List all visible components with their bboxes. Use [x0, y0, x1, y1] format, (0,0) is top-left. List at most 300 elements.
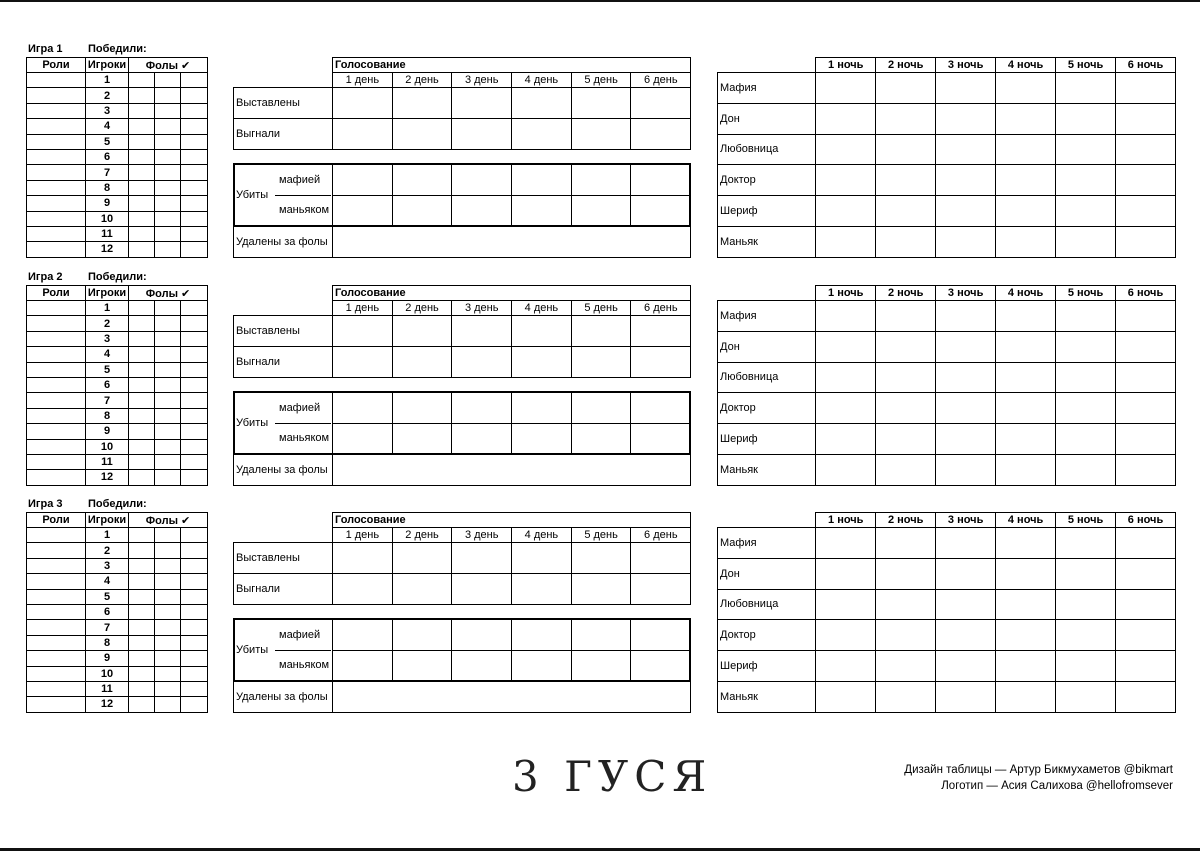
night-cell[interactable]: [816, 528, 876, 559]
foul-cell[interactable]: [129, 439, 155, 454]
night-cell[interactable]: [816, 134, 876, 165]
night-cell[interactable]: [816, 589, 876, 620]
night-cell[interactable]: [996, 454, 1056, 485]
foul-cell[interactable]: [181, 103, 208, 118]
foul-cell[interactable]: [155, 73, 181, 88]
vote-cell[interactable]: [571, 316, 631, 347]
foul-cell[interactable]: [155, 149, 181, 164]
night-cell[interactable]: [816, 454, 876, 485]
foul-cell[interactable]: [129, 211, 155, 226]
foul-cell[interactable]: [155, 454, 181, 469]
killed-maniac-cell[interactable]: [571, 424, 631, 455]
removed-fouls-cell[interactable]: [333, 227, 691, 258]
foul-cell[interactable]: [129, 149, 155, 164]
foul-cell[interactable]: [181, 439, 208, 454]
killed-maniac-cell[interactable]: [333, 424, 393, 455]
vote-cell[interactable]: [392, 88, 452, 119]
foul-cell[interactable]: [181, 347, 208, 362]
night-cell[interactable]: [996, 362, 1056, 393]
vote-cell[interactable]: [333, 347, 393, 378]
vote-cell[interactable]: [333, 574, 393, 605]
night-cell[interactable]: [996, 301, 1056, 332]
foul-cell[interactable]: [181, 362, 208, 377]
night-cell[interactable]: [996, 226, 1056, 257]
night-cell[interactable]: [876, 620, 936, 651]
foul-cell[interactable]: [155, 558, 181, 573]
night-cell[interactable]: [996, 103, 1056, 134]
foul-cell[interactable]: [155, 347, 181, 362]
role-cell[interactable]: [27, 226, 86, 241]
role-cell[interactable]: [27, 316, 86, 331]
foul-cell[interactable]: [181, 196, 208, 211]
vote-cell[interactable]: [333, 316, 393, 347]
vote-cell[interactable]: [512, 347, 572, 378]
killed-mafia-cell[interactable]: [333, 393, 393, 424]
night-cell[interactable]: [936, 651, 996, 682]
night-cell[interactable]: [1116, 331, 1176, 362]
killed-mafia-cell[interactable]: [392, 165, 452, 196]
foul-cell[interactable]: [155, 226, 181, 241]
foul-cell[interactable]: [155, 331, 181, 346]
vote-cell[interactable]: [571, 574, 631, 605]
foul-cell[interactable]: [181, 408, 208, 423]
night-cell[interactable]: [936, 589, 996, 620]
foul-cell[interactable]: [155, 697, 181, 712]
killed-mafia-cell[interactable]: [333, 620, 393, 651]
night-cell[interactable]: [876, 103, 936, 134]
foul-cell[interactable]: [129, 620, 155, 635]
foul-cell[interactable]: [155, 439, 181, 454]
foul-cell[interactable]: [181, 88, 208, 103]
night-cell[interactable]: [1056, 620, 1116, 651]
night-cell[interactable]: [936, 558, 996, 589]
role-cell[interactable]: [27, 362, 86, 377]
role-cell[interactable]: [27, 377, 86, 392]
role-cell[interactable]: [27, 651, 86, 666]
night-cell[interactable]: [1056, 651, 1116, 682]
foul-cell[interactable]: [181, 574, 208, 589]
night-cell[interactable]: [1116, 362, 1176, 393]
role-cell[interactable]: [27, 604, 86, 619]
night-cell[interactable]: [936, 424, 996, 455]
night-cell[interactable]: [1056, 226, 1116, 257]
night-cell[interactable]: [1116, 301, 1176, 332]
night-cell[interactable]: [996, 589, 1056, 620]
killed-mafia-cell[interactable]: [571, 620, 631, 651]
vote-cell[interactable]: [571, 119, 631, 150]
vote-cell[interactable]: [392, 543, 452, 574]
night-cell[interactable]: [1056, 331, 1116, 362]
killed-maniac-cell[interactable]: [452, 651, 512, 682]
night-cell[interactable]: [1116, 393, 1176, 424]
night-cell[interactable]: [876, 651, 936, 682]
foul-cell[interactable]: [155, 242, 181, 257]
night-cell[interactable]: [816, 362, 876, 393]
night-cell[interactable]: [1116, 558, 1176, 589]
vote-cell[interactable]: [571, 543, 631, 574]
foul-cell[interactable]: [129, 103, 155, 118]
killed-maniac-cell[interactable]: [333, 196, 393, 227]
night-cell[interactable]: [996, 73, 1056, 104]
night-cell[interactable]: [1056, 681, 1116, 712]
foul-cell[interactable]: [155, 620, 181, 635]
killed-maniac-cell[interactable]: [631, 196, 691, 227]
night-cell[interactable]: [1056, 196, 1116, 227]
foul-cell[interactable]: [129, 331, 155, 346]
vote-cell[interactable]: [333, 119, 393, 150]
night-cell[interactable]: [1116, 103, 1176, 134]
killed-maniac-cell[interactable]: [452, 424, 512, 455]
killed-maniac-cell[interactable]: [392, 424, 452, 455]
foul-cell[interactable]: [155, 393, 181, 408]
killed-mafia-cell[interactable]: [571, 393, 631, 424]
killed-mafia-cell[interactable]: [392, 620, 452, 651]
foul-cell[interactable]: [129, 558, 155, 573]
night-cell[interactable]: [816, 424, 876, 455]
night-cell[interactable]: [816, 165, 876, 196]
foul-cell[interactable]: [129, 119, 155, 134]
foul-cell[interactable]: [181, 620, 208, 635]
foul-cell[interactable]: [181, 651, 208, 666]
night-cell[interactable]: [816, 393, 876, 424]
killed-maniac-cell[interactable]: [512, 196, 572, 227]
night-cell[interactable]: [1116, 424, 1176, 455]
vote-cell[interactable]: [512, 316, 572, 347]
role-cell[interactable]: [27, 528, 86, 543]
night-cell[interactable]: [876, 454, 936, 485]
night-cell[interactable]: [996, 165, 1056, 196]
night-cell[interactable]: [996, 331, 1056, 362]
foul-cell[interactable]: [181, 377, 208, 392]
night-cell[interactable]: [996, 620, 1056, 651]
night-cell[interactable]: [1056, 103, 1116, 134]
killed-maniac-cell[interactable]: [512, 651, 572, 682]
vote-cell[interactable]: [392, 347, 452, 378]
foul-cell[interactable]: [129, 196, 155, 211]
vote-cell[interactable]: [512, 543, 572, 574]
night-cell[interactable]: [996, 681, 1056, 712]
role-cell[interactable]: [27, 180, 86, 195]
foul-cell[interactable]: [155, 666, 181, 681]
foul-cell[interactable]: [129, 88, 155, 103]
killed-mafia-cell[interactable]: [631, 620, 691, 651]
foul-cell[interactable]: [129, 681, 155, 696]
night-cell[interactable]: [1056, 362, 1116, 393]
role-cell[interactable]: [27, 470, 86, 485]
foul-cell[interactable]: [129, 393, 155, 408]
role-cell[interactable]: [27, 439, 86, 454]
night-cell[interactable]: [996, 196, 1056, 227]
role-cell[interactable]: [27, 331, 86, 346]
night-cell[interactable]: [936, 73, 996, 104]
night-cell[interactable]: [876, 424, 936, 455]
foul-cell[interactable]: [155, 180, 181, 195]
night-cell[interactable]: [1116, 134, 1176, 165]
foul-cell[interactable]: [181, 211, 208, 226]
killed-mafia-cell[interactable]: [333, 165, 393, 196]
foul-cell[interactable]: [155, 211, 181, 226]
killed-mafia-cell[interactable]: [512, 165, 572, 196]
night-cell[interactable]: [996, 651, 1056, 682]
night-cell[interactable]: [876, 589, 936, 620]
night-cell[interactable]: [876, 165, 936, 196]
killed-maniac-cell[interactable]: [631, 424, 691, 455]
night-cell[interactable]: [996, 134, 1056, 165]
vote-cell[interactable]: [512, 574, 572, 605]
night-cell[interactable]: [1056, 424, 1116, 455]
foul-cell[interactable]: [155, 651, 181, 666]
night-cell[interactable]: [936, 454, 996, 485]
night-cell[interactable]: [996, 393, 1056, 424]
killed-mafia-cell[interactable]: [571, 165, 631, 196]
night-cell[interactable]: [876, 528, 936, 559]
night-cell[interactable]: [1116, 528, 1176, 559]
killed-mafia-cell[interactable]: [631, 165, 691, 196]
night-cell[interactable]: [876, 393, 936, 424]
foul-cell[interactable]: [129, 408, 155, 423]
foul-cell[interactable]: [129, 697, 155, 712]
killed-maniac-cell[interactable]: [452, 196, 512, 227]
night-cell[interactable]: [1116, 681, 1176, 712]
foul-cell[interactable]: [155, 543, 181, 558]
foul-cell[interactable]: [181, 119, 208, 134]
foul-cell[interactable]: [129, 242, 155, 257]
vote-cell[interactable]: [631, 347, 691, 378]
role-cell[interactable]: [27, 196, 86, 211]
night-cell[interactable]: [996, 424, 1056, 455]
night-cell[interactable]: [816, 620, 876, 651]
vote-cell[interactable]: [631, 88, 691, 119]
night-cell[interactable]: [936, 301, 996, 332]
night-cell[interactable]: [996, 528, 1056, 559]
vote-cell[interactable]: [512, 119, 572, 150]
foul-cell[interactable]: [181, 528, 208, 543]
night-cell[interactable]: [1116, 196, 1176, 227]
night-cell[interactable]: [936, 196, 996, 227]
night-cell[interactable]: [1056, 558, 1116, 589]
night-cell[interactable]: [936, 528, 996, 559]
night-cell[interactable]: [936, 134, 996, 165]
night-cell[interactable]: [816, 301, 876, 332]
foul-cell[interactable]: [155, 408, 181, 423]
foul-cell[interactable]: [181, 635, 208, 650]
role-cell[interactable]: [27, 681, 86, 696]
night-cell[interactable]: [876, 362, 936, 393]
foul-cell[interactable]: [129, 180, 155, 195]
role-cell[interactable]: [27, 574, 86, 589]
killed-mafia-cell[interactable]: [452, 165, 512, 196]
role-cell[interactable]: [27, 347, 86, 362]
removed-fouls-cell[interactable]: [333, 682, 691, 713]
vote-cell[interactable]: [571, 88, 631, 119]
night-cell[interactable]: [1116, 73, 1176, 104]
night-cell[interactable]: [1056, 393, 1116, 424]
night-cell[interactable]: [1116, 620, 1176, 651]
night-cell[interactable]: [1116, 165, 1176, 196]
foul-cell[interactable]: [181, 666, 208, 681]
foul-cell[interactable]: [181, 604, 208, 619]
foul-cell[interactable]: [129, 316, 155, 331]
foul-cell[interactable]: [129, 666, 155, 681]
foul-cell[interactable]: [129, 73, 155, 88]
foul-cell[interactable]: [155, 681, 181, 696]
vote-cell[interactable]: [631, 574, 691, 605]
role-cell[interactable]: [27, 88, 86, 103]
foul-cell[interactable]: [181, 543, 208, 558]
foul-cell[interactable]: [181, 424, 208, 439]
foul-cell[interactable]: [155, 424, 181, 439]
role-cell[interactable]: [27, 697, 86, 712]
night-cell[interactable]: [1056, 528, 1116, 559]
foul-cell[interactable]: [155, 589, 181, 604]
foul-cell[interactable]: [129, 165, 155, 180]
foul-cell[interactable]: [181, 454, 208, 469]
night-cell[interactable]: [1056, 73, 1116, 104]
vote-cell[interactable]: [452, 316, 512, 347]
killed-mafia-cell[interactable]: [512, 620, 572, 651]
night-cell[interactable]: [876, 134, 936, 165]
night-cell[interactable]: [936, 393, 996, 424]
foul-cell[interactable]: [155, 301, 181, 316]
foul-cell[interactable]: [181, 301, 208, 316]
vote-cell[interactable]: [631, 119, 691, 150]
foul-cell[interactable]: [181, 180, 208, 195]
night-cell[interactable]: [936, 226, 996, 257]
foul-cell[interactable]: [129, 362, 155, 377]
night-cell[interactable]: [936, 165, 996, 196]
killed-mafia-cell[interactable]: [452, 620, 512, 651]
night-cell[interactable]: [936, 103, 996, 134]
night-cell[interactable]: [996, 558, 1056, 589]
foul-cell[interactable]: [181, 73, 208, 88]
foul-cell[interactable]: [129, 574, 155, 589]
foul-cell[interactable]: [129, 301, 155, 316]
night-cell[interactable]: [816, 331, 876, 362]
foul-cell[interactable]: [181, 697, 208, 712]
foul-cell[interactable]: [181, 226, 208, 241]
night-cell[interactable]: [816, 196, 876, 227]
removed-fouls-cell[interactable]: [333, 455, 691, 486]
foul-cell[interactable]: [129, 347, 155, 362]
foul-cell[interactable]: [155, 88, 181, 103]
killed-maniac-cell[interactable]: [512, 424, 572, 455]
foul-cell[interactable]: [155, 528, 181, 543]
foul-cell[interactable]: [181, 681, 208, 696]
night-cell[interactable]: [936, 331, 996, 362]
role-cell[interactable]: [27, 454, 86, 469]
night-cell[interactable]: [936, 620, 996, 651]
night-cell[interactable]: [816, 226, 876, 257]
foul-cell[interactable]: [181, 242, 208, 257]
foul-cell[interactable]: [155, 119, 181, 134]
foul-cell[interactable]: [129, 651, 155, 666]
night-cell[interactable]: [876, 558, 936, 589]
foul-cell[interactable]: [155, 362, 181, 377]
night-cell[interactable]: [876, 226, 936, 257]
foul-cell[interactable]: [155, 635, 181, 650]
foul-cell[interactable]: [181, 393, 208, 408]
night-cell[interactable]: [1056, 454, 1116, 485]
night-cell[interactable]: [936, 681, 996, 712]
killed-maniac-cell[interactable]: [333, 651, 393, 682]
role-cell[interactable]: [27, 543, 86, 558]
role-cell[interactable]: [27, 242, 86, 257]
killed-mafia-cell[interactable]: [392, 393, 452, 424]
foul-cell[interactable]: [155, 134, 181, 149]
foul-cell[interactable]: [181, 470, 208, 485]
foul-cell[interactable]: [155, 316, 181, 331]
killed-maniac-cell[interactable]: [571, 196, 631, 227]
night-cell[interactable]: [816, 558, 876, 589]
night-cell[interactable]: [1116, 454, 1176, 485]
vote-cell[interactable]: [392, 316, 452, 347]
foul-cell[interactable]: [129, 528, 155, 543]
role-cell[interactable]: [27, 408, 86, 423]
role-cell[interactable]: [27, 393, 86, 408]
vote-cell[interactable]: [631, 316, 691, 347]
role-cell[interactable]: [27, 103, 86, 118]
night-cell[interactable]: [1116, 589, 1176, 620]
vote-cell[interactable]: [452, 347, 512, 378]
foul-cell[interactable]: [155, 604, 181, 619]
foul-cell[interactable]: [129, 543, 155, 558]
foul-cell[interactable]: [181, 558, 208, 573]
role-cell[interactable]: [27, 134, 86, 149]
foul-cell[interactable]: [129, 470, 155, 485]
foul-cell[interactable]: [181, 589, 208, 604]
killed-mafia-cell[interactable]: [452, 393, 512, 424]
killed-maniac-cell[interactable]: [392, 651, 452, 682]
night-cell[interactable]: [1056, 589, 1116, 620]
vote-cell[interactable]: [512, 88, 572, 119]
night-cell[interactable]: [816, 73, 876, 104]
foul-cell[interactable]: [129, 134, 155, 149]
foul-cell[interactable]: [129, 604, 155, 619]
night-cell[interactable]: [816, 103, 876, 134]
killed-mafia-cell[interactable]: [512, 393, 572, 424]
vote-cell[interactable]: [392, 574, 452, 605]
role-cell[interactable]: [27, 424, 86, 439]
foul-cell[interactable]: [155, 377, 181, 392]
night-cell[interactable]: [876, 331, 936, 362]
killed-mafia-cell[interactable]: [631, 393, 691, 424]
role-cell[interactable]: [27, 666, 86, 681]
killed-maniac-cell[interactable]: [571, 651, 631, 682]
foul-cell[interactable]: [129, 454, 155, 469]
night-cell[interactable]: [876, 301, 936, 332]
night-cell[interactable]: [1116, 226, 1176, 257]
vote-cell[interactable]: [333, 543, 393, 574]
killed-maniac-cell[interactable]: [392, 196, 452, 227]
foul-cell[interactable]: [155, 196, 181, 211]
foul-cell[interactable]: [129, 635, 155, 650]
vote-cell[interactable]: [452, 543, 512, 574]
foul-cell[interactable]: [181, 165, 208, 180]
foul-cell[interactable]: [181, 134, 208, 149]
night-cell[interactable]: [1056, 165, 1116, 196]
foul-cell[interactable]: [155, 574, 181, 589]
role-cell[interactable]: [27, 119, 86, 134]
foul-cell[interactable]: [129, 589, 155, 604]
vote-cell[interactable]: [571, 347, 631, 378]
night-cell[interactable]: [876, 73, 936, 104]
night-cell[interactable]: [1056, 301, 1116, 332]
vote-cell[interactable]: [452, 574, 512, 605]
vote-cell[interactable]: [452, 119, 512, 150]
foul-cell[interactable]: [155, 103, 181, 118]
foul-cell[interactable]: [181, 316, 208, 331]
foul-cell[interactable]: [129, 424, 155, 439]
